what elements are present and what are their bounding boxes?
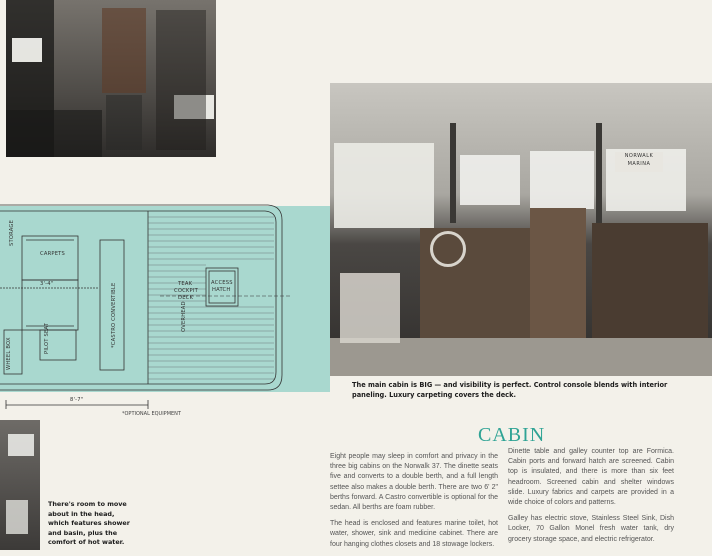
- plan-label-dim-3-4: 3'-4": [40, 281, 54, 287]
- deck-plan-drawing: [0, 200, 300, 410]
- paragraph-sleeping: Eight people may sleep in comfort and privacy in the three big cabins on the Norwalk 37. The dinette seats five and converts to a double berth, and a full length settee also makes a double berth. There are two 6' 2" berths forward. A Castro convertible is optional for the sedan. All berths are foam rubber.: [330, 453, 498, 512]
- interior-photo-top-left: [6, 0, 216, 157]
- paragraph-dinette: Dinette table and galley counter top are Formica. Cabin ports and forward hatch are screened. Cabin top is insulated, and there is more than six feet headroom. Screened cabin and shelter windows slide. Luxury fabrics and carpets are provided in a wide choice of colors and patterns.: [508, 448, 674, 507]
- plan-label-dim-8-7: 8'-7": [70, 397, 84, 403]
- plan-label-castro: *CASTRO CONVERTIBLE: [111, 282, 117, 348]
- paragraph-head: The head is enclosed and features marine toilet, hot water, shower, sink and medicine cabinet. There are four hanging clothes closets and 18 stowage lockers.: [330, 520, 498, 548]
- paragraph-galley: Galley has electric stove, Stainless Steel Sink, Dish Locker, 70 Gallon Monel fresh water tank, dry grocery storage space, and electric refrigerator.: [508, 515, 674, 543]
- plan-label-access: ACCESS: [211, 280, 233, 286]
- plan-label-hatch: HATCH: [212, 287, 231, 293]
- head-caption: There's room to move about in the head, which features shower and basin, plus the comfort of hot water.: [48, 500, 130, 547]
- marina-sign-line2: MARINA: [627, 161, 651, 167]
- plan-label-storage: STORAGE: [9, 219, 15, 246]
- plan-label-deck: DECK: [178, 295, 194, 301]
- text-column-1: [330, 452, 498, 556]
- plan-label-pilot-seat: PILOT SEAT: [44, 322, 50, 354]
- optional-equipment-note: *OPTIONAL EQUIPMENT: [122, 411, 181, 417]
- main-cabin-photo: [330, 83, 712, 376]
- plan-label-overhead: OVERHEAD: [181, 301, 187, 332]
- plan-label-cockpit: COCKPIT: [174, 288, 198, 294]
- plan-label-teak: TEAK: [178, 281, 193, 287]
- head-photo: [0, 420, 40, 550]
- section-title: CABIN: [478, 424, 546, 446]
- main-cabin-caption: The main cabin is BIG — and visibility is perfect. Control console blends with interior paneling. Luxury carpeting covers the deck.: [352, 381, 668, 399]
- plan-label-carpets: CARPETS: [40, 251, 66, 257]
- text-column-2: [508, 447, 674, 551]
- marina-sign-line1: NORWALK: [624, 153, 654, 159]
- plan-label-wheel-box: WHEEL BOX: [6, 337, 12, 370]
- marina-sign: [615, 152, 663, 172]
